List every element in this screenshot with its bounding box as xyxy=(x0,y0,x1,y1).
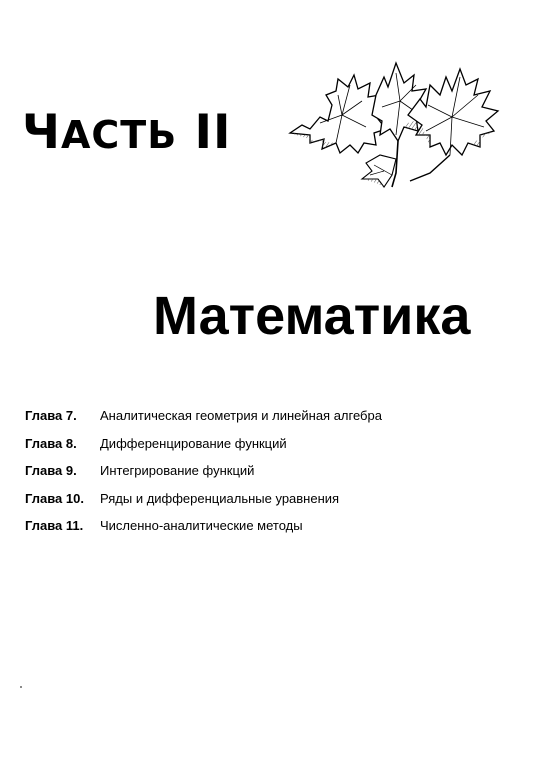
toc-item xyxy=(25,402,505,430)
table-of-contents xyxy=(25,402,505,540)
chapter-title: Ряды и дифференциальные уравнения xyxy=(100,490,340,506)
part-title-small-caps: АСТЬ xyxy=(60,113,178,157)
chapter-label: Глава 10. xyxy=(25,490,84,506)
chapter-title: Аналитическая геометрия и линейная алгебра xyxy=(100,408,382,424)
chapter-title: Численно-аналитические методы xyxy=(100,518,303,534)
chapter-label: Глава 9. xyxy=(25,463,77,479)
maple-leaves-icon xyxy=(280,55,512,195)
toc-item xyxy=(25,430,505,458)
chapter-title: Дифференцирование функций xyxy=(100,435,287,451)
scan-speck xyxy=(20,686,22,688)
part-title-first-letter: Ч xyxy=(22,105,61,160)
chapter-label: Глава 11. xyxy=(25,518,84,534)
toc-item xyxy=(25,457,505,485)
chapter-label: Глава 8. xyxy=(25,435,77,451)
maple-leaf-right xyxy=(408,69,498,155)
part-title xyxy=(22,103,232,165)
toc-item xyxy=(25,485,505,513)
section-title: Математика xyxy=(153,286,471,346)
chapter-title: Интегрирование функций xyxy=(100,463,255,479)
part-number: II xyxy=(194,105,232,160)
toc-item xyxy=(25,512,505,540)
chapter-label: Глава 7. xyxy=(25,408,77,424)
maple-stems xyxy=(362,141,450,187)
